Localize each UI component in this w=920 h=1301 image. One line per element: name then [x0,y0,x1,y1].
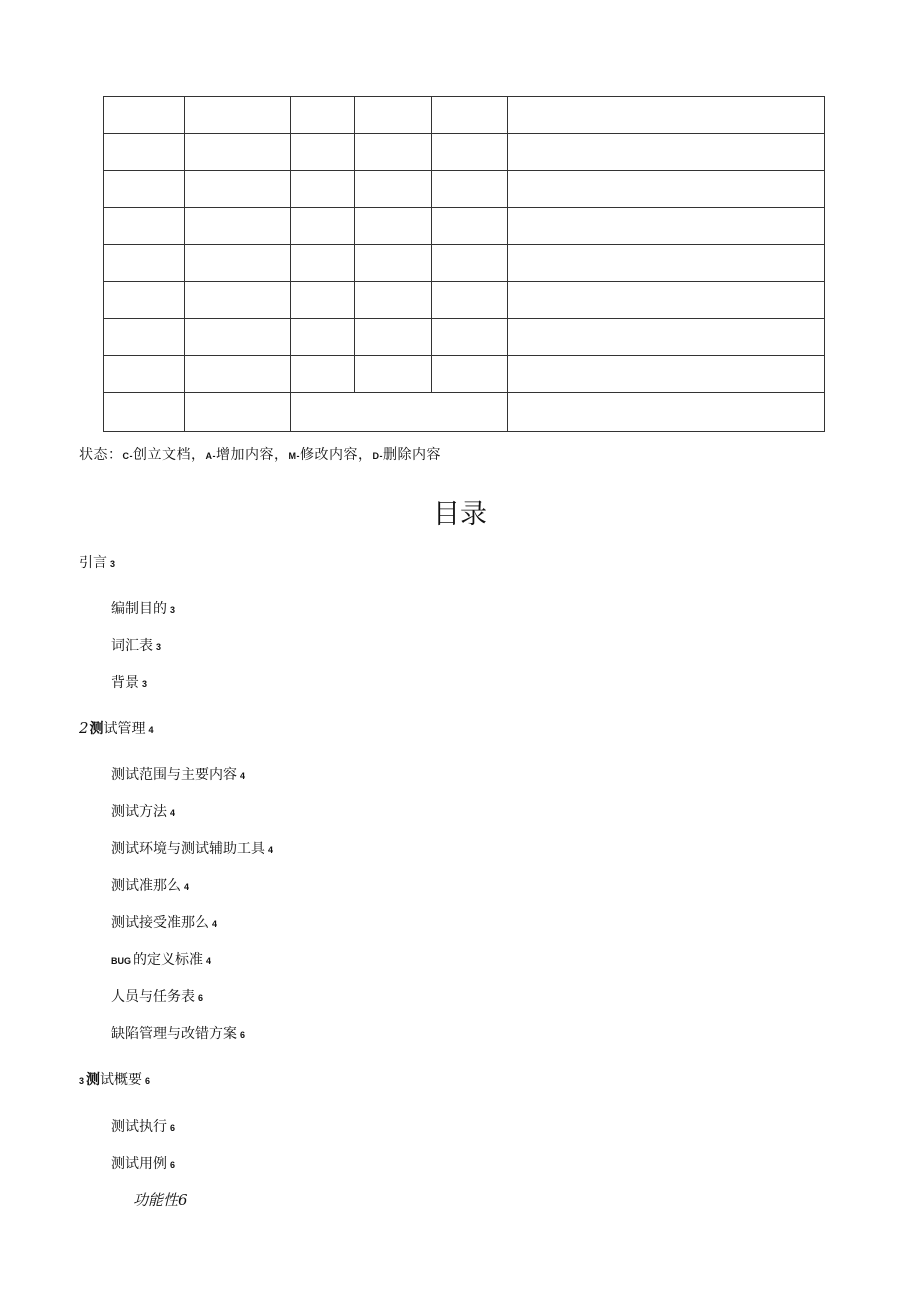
table-cell [185,282,291,319]
toc-item-defect-management[interactable] [111,1025,245,1044]
status-legend [79,444,441,464]
toc-page-number: 4 [184,882,190,892]
status-text-a: 增加内容， [216,447,289,463]
table-cell [291,245,355,282]
toc-item-intro[interactable] [79,554,115,573]
status-code-a: A- [205,451,216,461]
toc-item-title: 缺陷管理与改错方案 [111,1026,237,1042]
toc-item-title: 试管理 [103,721,146,737]
table-cell [291,356,355,393]
toc-item-title-first: 测 [86,1072,101,1088]
toc-item-test-cases[interactable] [111,1155,175,1174]
toc-page-number: 4 [148,725,154,735]
toc-item-tag: BUG [111,956,131,966]
toc-item-test-execution[interactable] [111,1118,175,1137]
table-cell [355,319,432,356]
table-cell [432,356,508,393]
table-cell [508,319,825,356]
toc-page-number: 3 [142,679,148,689]
table-cell [104,134,185,171]
table-row [104,393,825,432]
table-cell [104,393,185,432]
status-code-m: M- [288,451,300,461]
toc-item-bug-definition[interactable] [111,951,211,970]
table-cell [185,319,291,356]
toc-page-number: 4 [268,845,274,855]
toc-section-number: 3 [79,1076,85,1086]
table-cell [508,208,825,245]
table-cell [291,134,355,171]
table-cell [508,282,825,319]
table-cell [432,282,508,319]
table-cell [104,97,185,134]
toc-item-title: 人员与任务表 [111,989,195,1005]
toc-page-number: 6 [170,1123,176,1133]
toc-page-number: 3 [170,605,176,615]
toc-item-test-method[interactable] [111,803,175,822]
toc-page-number: 6 [170,1160,176,1170]
toc-item-title: 测试范围与主要内容 [111,767,237,783]
toc-item-test-criteria[interactable] [111,877,189,896]
toc-item-test-scope[interactable] [111,766,245,785]
table-cell [185,97,291,134]
table-cell [508,393,825,432]
table-cell [291,171,355,208]
status-code-c: C- [122,451,133,461]
status-text-m: 修改内容， [300,447,373,463]
table-cell [185,393,291,432]
toc-item-functionality[interactable] [133,1191,188,1209]
revision-history-table [103,96,825,432]
toc-page-number: 4 [206,956,212,966]
table-cell [508,97,825,134]
toc-item-title: 背景 [111,675,139,691]
toc-page-number: 4 [170,808,176,818]
toc-page-number: 6 [240,1030,246,1040]
toc-page-number: 6 [198,993,204,1003]
toc-page-number: 3 [110,559,116,569]
table-cell [104,171,185,208]
table-row [104,134,825,171]
toc-item-test-overview[interactable] [79,1071,150,1090]
status-code-d: D- [372,451,383,461]
toc-item-title: 测试接受准那么 [111,915,209,931]
status-text-d: 删除内容 [383,447,441,463]
table-cell [185,134,291,171]
table-cell-merged [291,393,508,432]
toc-item-test-management[interactable] [79,719,154,739]
status-text-c: 创立文档， [133,447,206,463]
status-prefix: 状态： [79,447,123,463]
table-cell [185,245,291,282]
table-cell [355,356,432,393]
toc-item-title: 引言 [79,555,107,571]
table-cell [355,97,432,134]
toc-item-title: 测试执行 [111,1119,167,1135]
table-cell [291,319,355,356]
table-cell [355,245,432,282]
toc-item-staff-tasks[interactable] [111,988,203,1007]
toc-item-title: 试概要 [100,1072,143,1088]
table-row [104,245,825,282]
table-cell [432,208,508,245]
toc-item-title: 测试准那么 [111,878,181,894]
table-cell [291,282,355,319]
table-row [104,319,825,356]
table-row [104,356,825,393]
toc-page-number: 6 [145,1076,151,1086]
table-cell [185,356,291,393]
table-cell [508,171,825,208]
table-row [104,208,825,245]
toc-title: 目录 [433,499,487,530]
table-row [104,97,825,134]
table-row [104,171,825,208]
toc-item-purpose[interactable] [111,600,175,619]
table-cell [432,319,508,356]
toc-item-title: 测试用例 [111,1156,167,1172]
toc-page-number: 4 [240,771,246,781]
table-cell [355,208,432,245]
table-cell [104,245,185,282]
toc-item-test-environment[interactable] [111,840,273,859]
toc-item-title: 编制目的 [111,601,167,617]
toc-item-title: 功能性6 [133,1191,188,1209]
table-cell [508,245,825,282]
table-cell [432,97,508,134]
table-cell [508,134,825,171]
table-cell [508,356,825,393]
table-cell [355,282,432,319]
toc-page-number: 3 [156,642,162,652]
table-cell [355,171,432,208]
table-cell [355,134,432,171]
toc-item-acceptance-criteria[interactable] [111,914,217,933]
table-row [104,282,825,319]
toc-item-glossary[interactable] [111,637,161,656]
toc-item-title: 测试方法 [111,804,167,820]
table-cell [432,134,508,171]
table-cell [432,171,508,208]
toc-item-title-first: 测 [89,721,104,737]
table-cell [104,319,185,356]
table-cell [104,356,185,393]
toc-item-title: 的定义标准 [133,952,203,968]
table-cell [185,171,291,208]
toc-item-title: 测试环境与测试辅助工具 [111,841,265,857]
table-cell [104,208,185,245]
table-cell [291,208,355,245]
toc-item-background[interactable] [111,674,147,693]
table-cell [291,97,355,134]
toc-section-number: 2 [79,719,89,737]
toc-item-title: 词汇表 [111,638,153,654]
table-cell [185,208,291,245]
table-cell [432,245,508,282]
toc-page-number: 4 [212,919,218,929]
table-cell [104,282,185,319]
